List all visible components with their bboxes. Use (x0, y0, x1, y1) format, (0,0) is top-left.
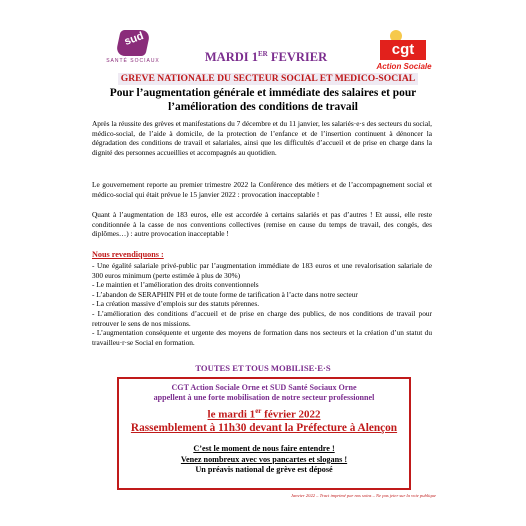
date-title (196, 50, 336, 65)
footer-note: Janvier 2022 – Tract imprimé par nos soins – Ne pas jeter sur la voie publique (290, 493, 436, 498)
date-title-sup: ER (258, 50, 268, 58)
intro-paragraph: Après la réussite des grèves et manifestations du 7 décembre et du 11 janvier, les salariés·e·s des secteurs du social, médico-social, de l’aide à domicile, de la protection de l’enfance et de l’insertion continuent à dénoncer la dégradation des conditions de travail et salariales, ainsi que les difficultés d’accueil et de prise en charge dans la dignité des personnes accueillies et accompagnés au quotidien. (92, 119, 432, 157)
claim-item: - L’amélioration des conditions d’accueil et de prise en charge des publics, de nos conditions de travail pour retrouver le sens de nos missions. (92, 308, 432, 328)
claim-item: - Une égalité salariale privé-public par l’augmentation immédiate de 183 euros et une revalorisation salariale de 300 euros minimum (perte estimée à plus de 30%) (92, 261, 432, 280)
claim-item: - L’augmentation conséquente et urgente des moyens de formation dans nos secteurs et la création d’un statut du travailleu·r·se Social en formation. (92, 328, 432, 347)
callout-closing-3: Un préavis national de grève est déposé (195, 465, 333, 475)
date-title-day: MARDI 1 (204, 50, 258, 65)
strike-title: GREVE NATIONALE DU SECTEUR SOCIAL ET MEDICO-SOCIAL (118, 73, 418, 85)
callout-organisers (119, 383, 409, 404)
sud-logo-subtitle: SANTÉ SOCIAUX (106, 58, 160, 64)
callout-closing (119, 444, 409, 476)
cgt-logo-subtitle: Action Sociale (376, 62, 432, 71)
callout-line2: appellent à une forte mobilisation de notre secteur professionnel (153, 393, 375, 403)
sud-logo-text: sud (122, 30, 146, 48)
callout-date-sup: er (255, 407, 262, 415)
claim-item: - L’abandon de SERAPHIN PH et de toute forme de tarification à l’acte dans notre secteur (92, 289, 358, 299)
government-paragraph: Le gouvernement reporte au premier trimestre 2022 la Conférence des métiers et de l’accompagnement social et médico-social qui était prévue le 15 janvier 2022 : provocation inacceptable ! (92, 180, 432, 199)
mobilise-heading: TOUTES ET TOUS MOBILISE·E·S (195, 363, 331, 373)
main-title: Pour l’augmentation générale et immédiate des salaires et pour l’amélioration des conditions de travail (109, 87, 417, 113)
claims-heading: Nous revendiquons : (92, 250, 164, 259)
callout-closing-1: C’est le moment de nous faire entendre ! (193, 444, 335, 453)
callout-date (119, 407, 409, 421)
claims-list (92, 261, 432, 347)
claim-item: - La création massive d’emplois sur des statuts pérennes. (92, 299, 260, 309)
callout-date-day: le mardi 1 (207, 408, 256, 421)
raise-paragraph: Quant à l’augmentation de 183 euros, elle est accordée à certains salariés et pas d’autres ! Et aussi, elle reste conditionnée à la casse de nos conventions collectives (remise en cause du temps de travail, des congés, des diplômes…) : autre provocation inacceptable ! (92, 210, 432, 239)
callout-box (117, 377, 411, 490)
sud-logo (104, 30, 162, 66)
claim-item: - Le maintien et l’amélioration des droits conventionnels (92, 280, 259, 290)
callout-rally: Rassemblement à 11h30 devant la Préfecture à Alençon (130, 422, 398, 434)
cgt-logo-text: cgt (391, 41, 415, 58)
callout-line1: CGT Action Sociale Orne et SUD Santé Sociaux Orne (171, 383, 357, 392)
callout-date-month: février 2022 (261, 408, 321, 421)
date-title-month: FEVRIER (267, 50, 328, 65)
callout-closing-2: Venez nombreux avec vos pancartes et slogans ! (180, 454, 348, 464)
